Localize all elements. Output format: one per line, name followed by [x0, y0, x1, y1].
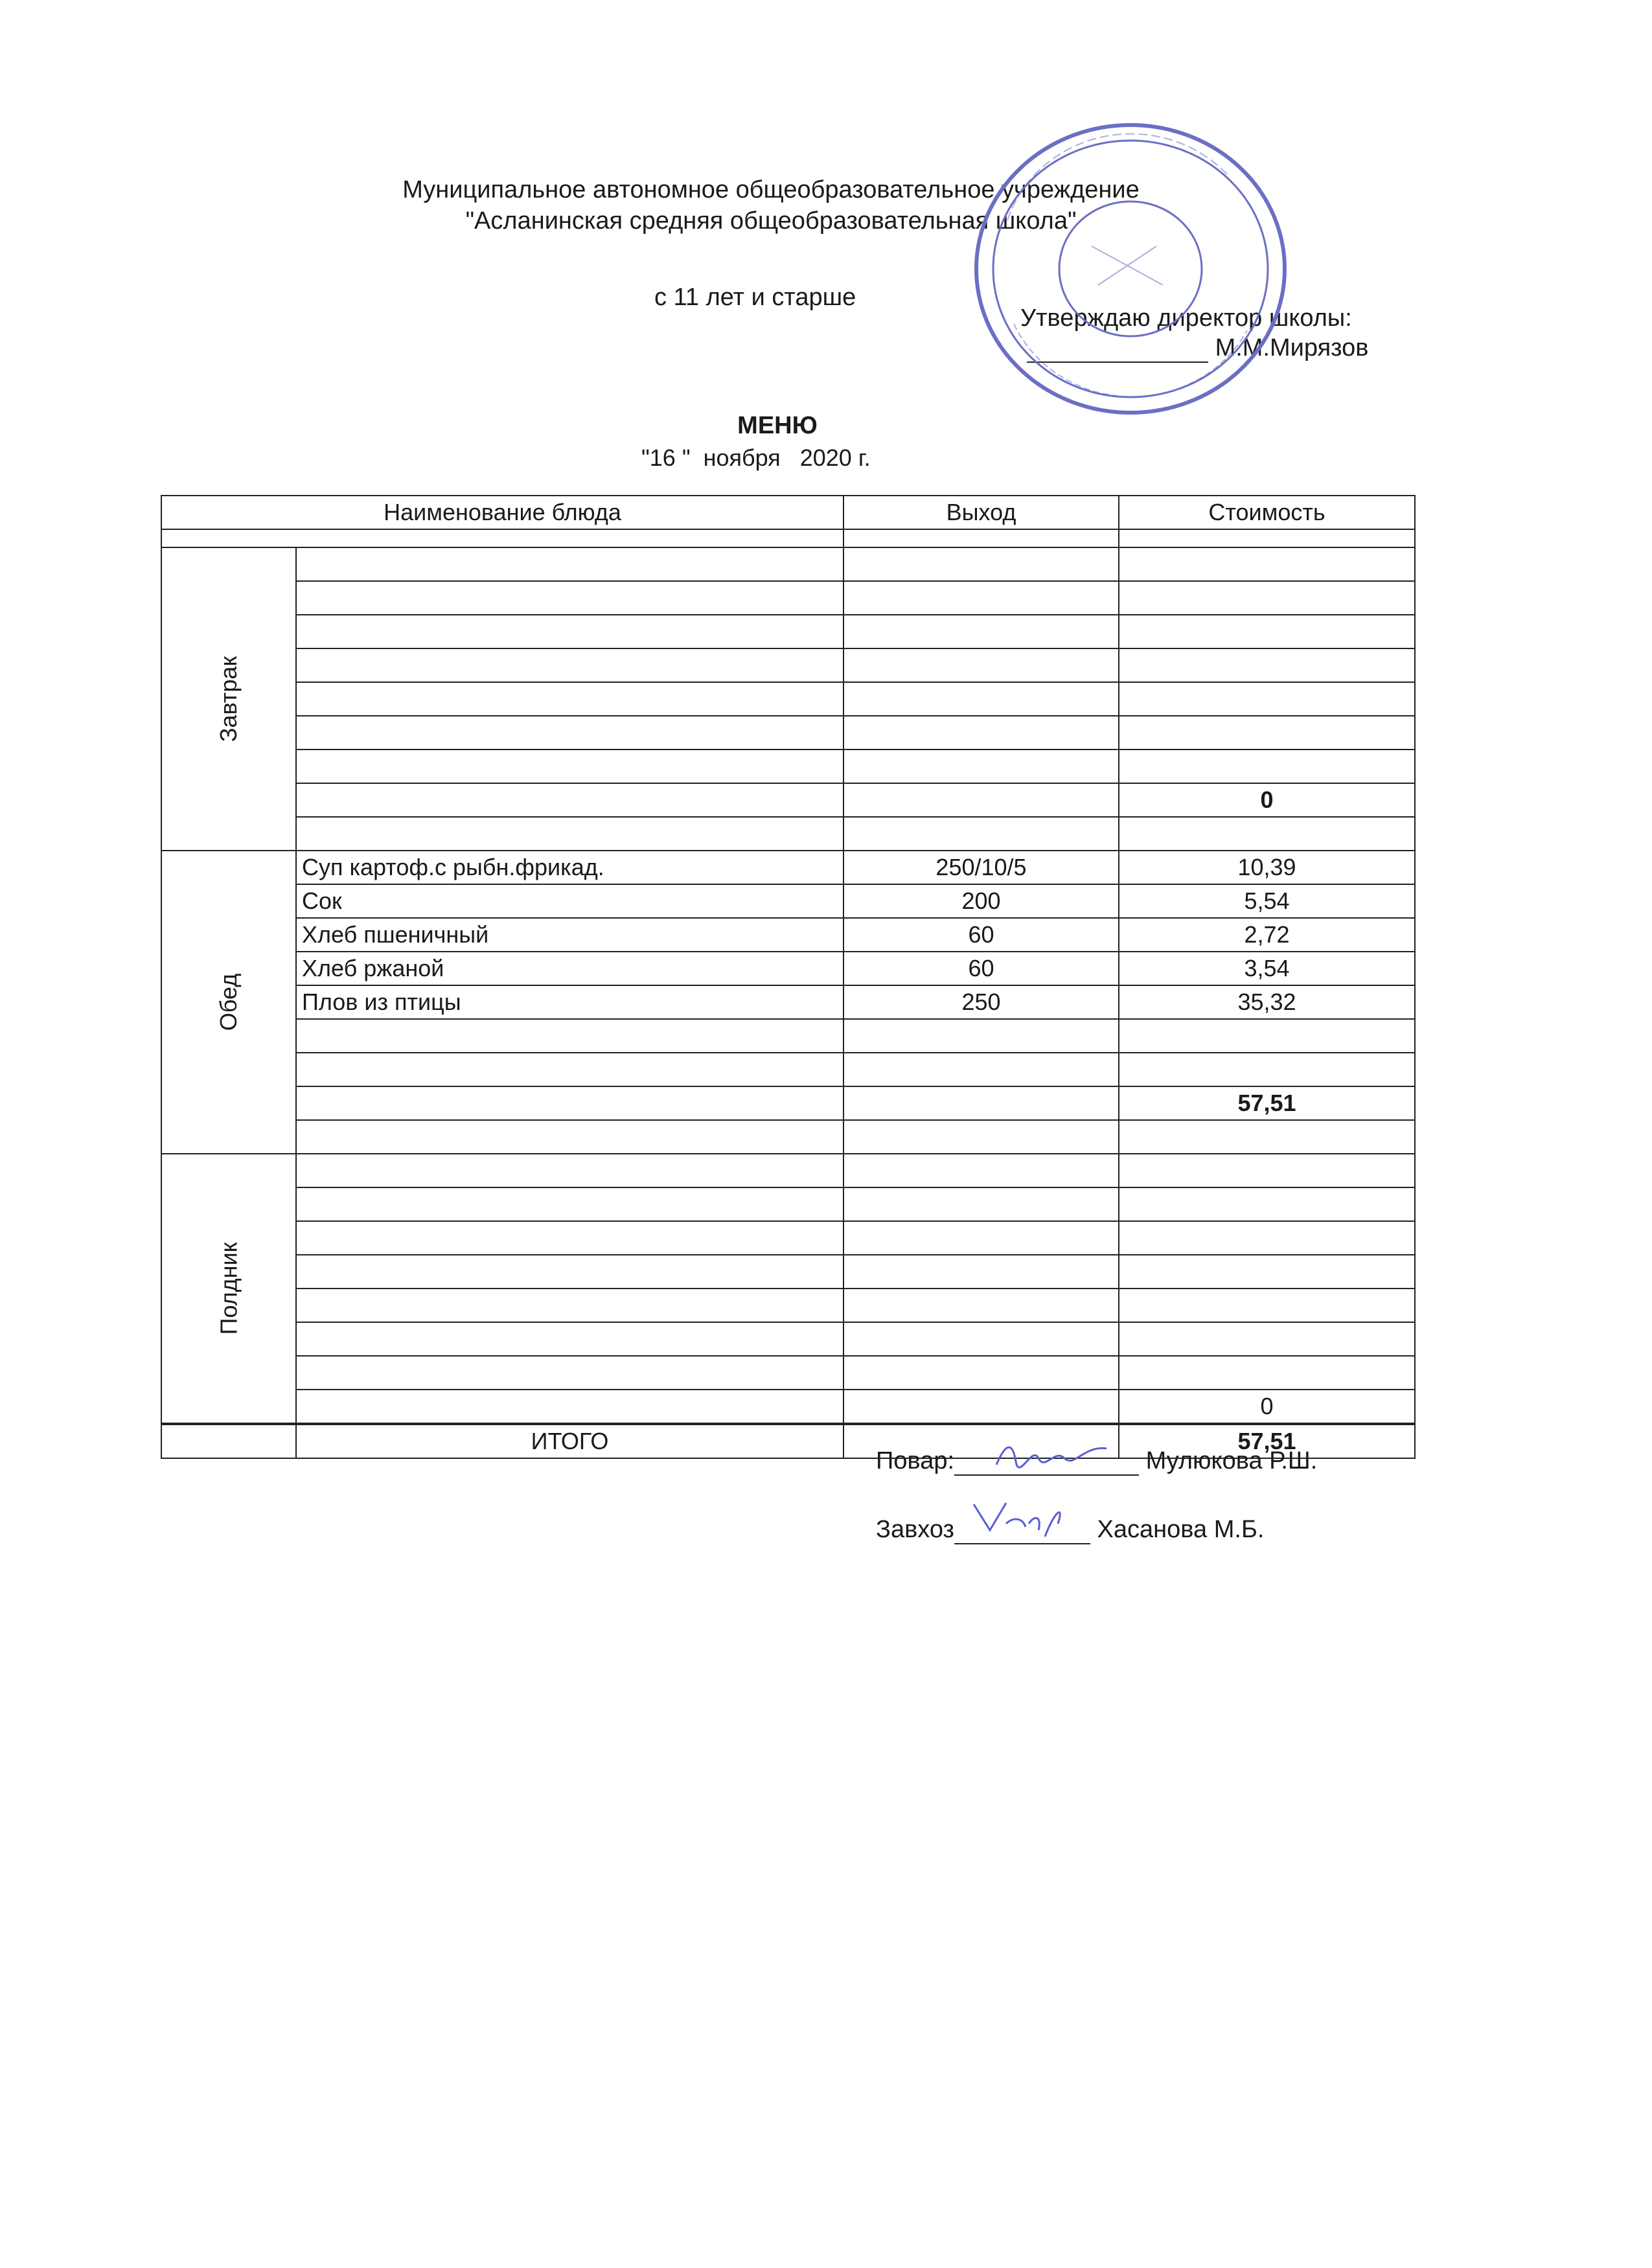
menu-title: МЕНЮ: [737, 412, 818, 439]
col-yield-header: Выход: [843, 496, 1119, 529]
table-row: [161, 1289, 1415, 1322]
school-stamp: [969, 117, 1292, 421]
table-row: [161, 817, 1415, 851]
dish-name: Хлеб пшеничный: [296, 918, 843, 952]
dish-yield: 60: [843, 918, 1119, 952]
cook-signature: [954, 1449, 1139, 1476]
table-row: [161, 547, 1415, 581]
table-row: [161, 615, 1415, 648]
dish-cost: 10,39: [1119, 851, 1415, 884]
table-row: [161, 581, 1415, 615]
table-row: [161, 716, 1415, 750]
table-row: [161, 1187, 1415, 1221]
section-lunch-label: Обед: [161, 851, 296, 1154]
section-breakfast-label: Завтрак: [161, 547, 296, 851]
manager-signature-line: [876, 1515, 1264, 1544]
table-row: [161, 851, 1415, 884]
table-header-row: [161, 496, 1415, 529]
dish-cost: 3,54: [1119, 952, 1415, 985]
table-row: [161, 1053, 1415, 1086]
table-row: [161, 648, 1415, 682]
manager-label: Завхоз: [876, 1516, 954, 1543]
manager-name: Хасанова М.Б.: [1097, 1516, 1265, 1543]
breakfast-subtotal: 0: [1119, 783, 1415, 817]
lunch-subtotal-row: [161, 1086, 1415, 1120]
table-row: [161, 952, 1415, 985]
cook-signature-line: [876, 1446, 1317, 1476]
table-row: [161, 918, 1415, 952]
table-row: [161, 1356, 1415, 1390]
total-value: 57,51: [1119, 1424, 1415, 1458]
dish-yield: 200: [843, 884, 1119, 918]
table-row: [161, 1255, 1415, 1289]
table-row: [161, 682, 1415, 716]
org-name-line1: Муниципальное автономное общеобразовательное учреждение: [402, 176, 1140, 203]
table-row: [161, 1221, 1415, 1255]
dish-name: Сок: [296, 884, 843, 918]
dish-name: Суп картоф.с рыбн.фрикад.: [296, 851, 843, 884]
table-row: [161, 750, 1415, 783]
snack-subtotal-row: [161, 1390, 1415, 1424]
dish-name: Хлеб ржаной: [296, 952, 843, 985]
dish-cost: 5,54: [1119, 884, 1415, 918]
total-label: ИТОГО: [296, 1424, 843, 1458]
snack-subtotal: 0: [1119, 1390, 1415, 1424]
approve-label: Утверждаю директор школы:: [1020, 304, 1352, 332]
dish-cost: 35,32: [1119, 985, 1415, 1019]
table-row: [161, 1019, 1415, 1053]
menu-table: [161, 495, 1416, 1459]
dish-yield: 250: [843, 985, 1119, 1019]
table-row: [161, 884, 1415, 918]
menu-date: "16 " ноября 2020 г.: [641, 444, 871, 471]
lunch-subtotal: 57,51: [1119, 1086, 1415, 1120]
cook-label: Повар:: [876, 1447, 955, 1474]
cook-name: Мулюкова Р.Ш.: [1145, 1447, 1318, 1474]
dish-yield: 250/10/5: [843, 851, 1119, 884]
dish-yield: 60: [843, 952, 1119, 985]
breakfast-subtotal-row: [161, 783, 1415, 817]
manager-signature: [954, 1517, 1090, 1544]
table-row: [161, 985, 1415, 1019]
dish-cost: 2,72: [1119, 918, 1415, 952]
col-cost-header: Стоимость: [1119, 496, 1415, 529]
org-name-line2: "Асланинская средняя общеобразовательная школа": [465, 207, 1077, 235]
age-group: с 11 лет и старше: [654, 284, 856, 311]
table-row: [161, 1322, 1415, 1356]
table-row: [161, 1120, 1415, 1154]
section-snack-label: Полдник: [161, 1154, 296, 1424]
table-row: [161, 1154, 1415, 1187]
director-name: М.М.Мирязов: [1215, 334, 1369, 361]
col-name-header: Наименование блюда: [161, 496, 843, 529]
dish-name: Плов из птицы: [296, 985, 843, 1019]
table-subheader-row: [161, 529, 1415, 547]
